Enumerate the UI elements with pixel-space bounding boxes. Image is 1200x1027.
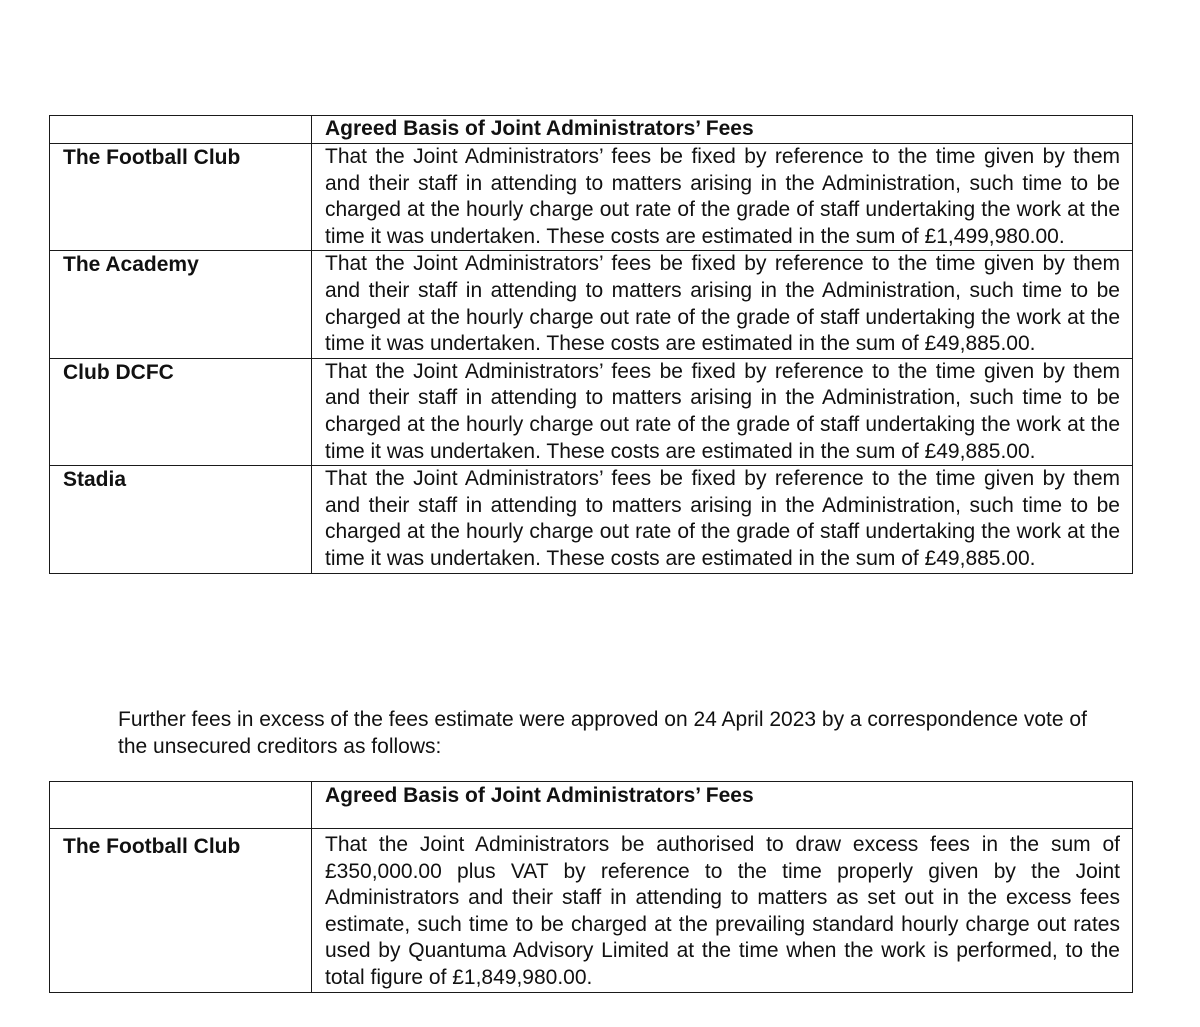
table-row: [50, 144, 1133, 251]
table-row: [50, 466, 1133, 573]
header-basis-cell: Agreed Basis of Joint Administrators’ Fees: [312, 782, 1133, 829]
fee-basis-text: That the Joint Administrators’ fees be fixed by reference to the time given by them and their staff in attending to matters arising in the Administration, such time to be charged at the hourly charge out rate of the grade of staff undertaking the work at the time it was undertaken. These costs are estimated in the sum of £49,885.00.: [312, 358, 1133, 465]
header-basis-cell: Agreed Basis of Joint Administrators’ Fees: [312, 116, 1133, 144]
header-entity-cell: [50, 782, 312, 829]
table-header-row: [50, 116, 1133, 144]
table-row: [50, 829, 1133, 993]
further-fees-paragraph: Further fees in excess of the fees estimate were approved on 24 April 2023 by a correspondence vote of the unsecured creditors as follows:: [118, 708, 1087, 758]
fee-basis-text: That the Joint Administrators’ fees be fixed by reference to the time given by them and their staff in attending to matters arising in the Administration, such time to be charged at the hourly charge out rate of the grade of staff undertaking the work at the time it was undertaken. These costs are estimated in the sum of £49,885.00.: [312, 251, 1133, 358]
table-header-row: [50, 782, 1133, 829]
table-row: [50, 358, 1133, 465]
fees-table-original: [49, 115, 1133, 574]
table-row: [50, 251, 1133, 358]
entity-name: Stadia: [50, 466, 312, 573]
fees-table-excess: [49, 781, 1133, 993]
entity-name: The Football Club: [50, 829, 312, 993]
fee-basis-text: That the Joint Administrators be authorised to draw excess fees in the sum of £350,000.00 plus VAT by reference to the time properly given by the Joint Administrators and their staff in attending to matters as set out in the excess fees estimate, such time to be charged at the prevailing standard hourly charge out rates used by Quantuma Advisory Limited at the time when the work is performed, to the total figure of £1,849,980.00.: [312, 829, 1133, 993]
header-entity-cell: [50, 116, 312, 144]
fee-basis-text: That the Joint Administrators’ fees be fixed by reference to the time given by them and their staff in attending to matters arising in the Administration, such time to be charged at the hourly charge out rate of the grade of staff undertaking the work at the time it was undertaken. These costs are estimated in the sum of £49,885.00.: [312, 466, 1133, 573]
entity-name: The Academy: [50, 251, 312, 358]
entity-name: Club DCFC: [50, 358, 312, 465]
entity-name: The Football Club: [50, 144, 312, 251]
fee-basis-text: That the Joint Administrators’ fees be fixed by reference to the time given by them and their staff in attending to matters arising in the Administration, such time to be charged at the hourly charge out rate of the grade of staff undertaking the work at the time it was undertaken. These costs are estimated in the sum of £1,499,980.00.: [312, 144, 1133, 251]
